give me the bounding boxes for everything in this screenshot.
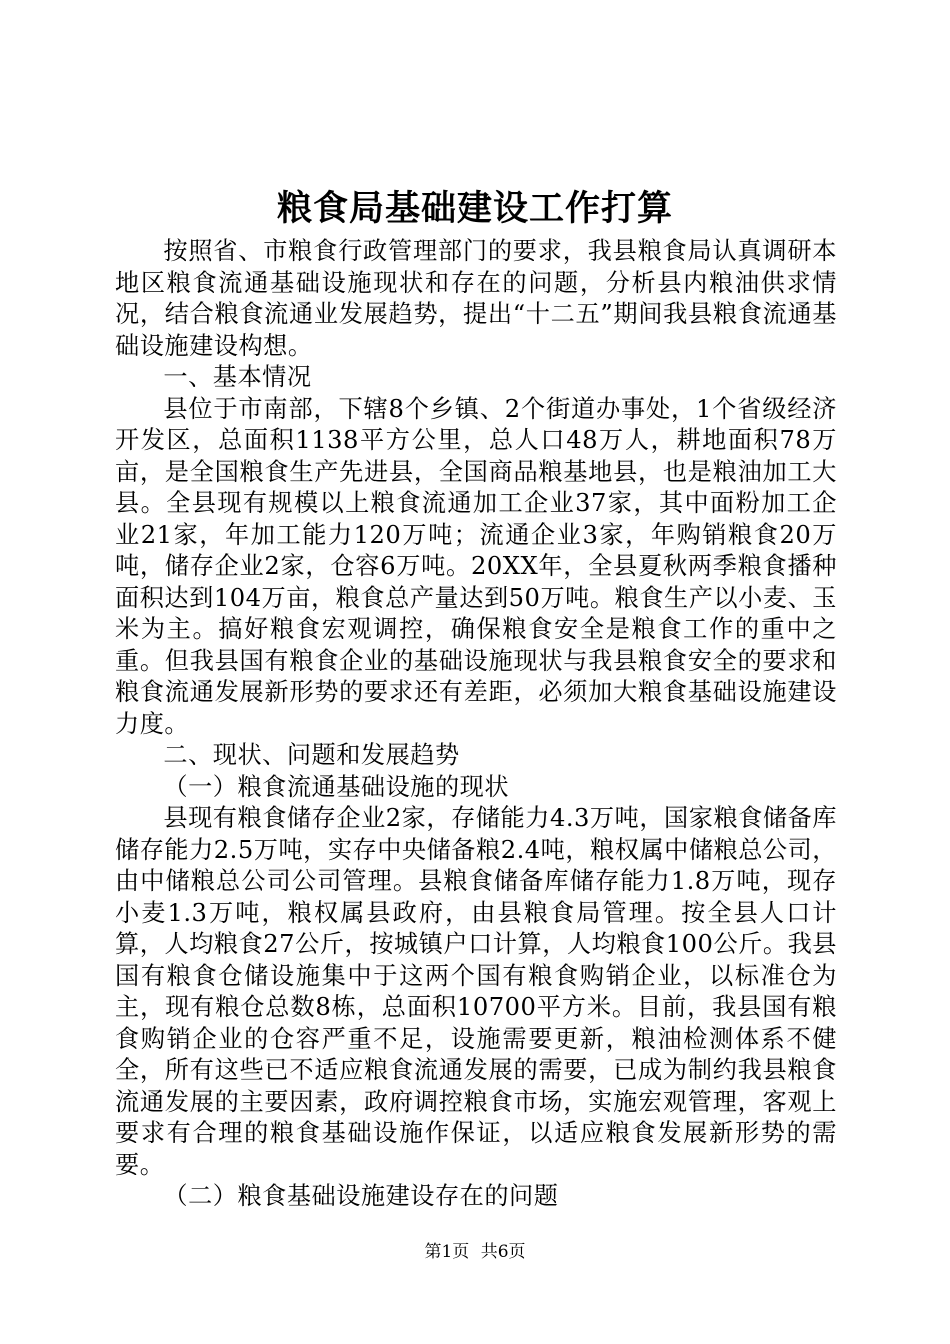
intro-paragraph: 按照省、市粮食行政管理部门的要求，我县粮食局认真调研本地区粮食流通基础设施现状和存在的问题，分析县内粮油供求情况，结合粮食流通业发展趋势，提出“十二五”期间我县粮食流通基础设施建设构想。	[115, 237, 837, 360]
section-heading-basic: 一、基本情况	[163, 363, 312, 391]
basic-situation-paragraph: 县位于市南部，下辖8个乡镇、2个街道办事处，1个省级经济开发区，总面积1138平方公里，总人口48万人，耕地面积78万亩，是全国粮食生产先进县，全国商品粮基地县，也是粮油加工大县。全县现有规模以上粮食流通加工企业37家，其中面粉加工企业21家，年加工能力120万吨；流通企业3家，年购销粮食20万吨，储存企业2家，仓容6万吨。20XX年，全县夏秋两季粮食播种面积达到104万亩，粮食总产量达到50万吨。粮食生产以小麦、玉米为主。搞好粮食宏观调控，确保粮食安全是粮食工作的重中之重。但我县国有粮食企业的基础设施现状与我县粮食安全的要求和粮食流通发展新形势的要求还有差距，必须加大粮食基础设施建设力度。	[115, 394, 837, 738]
page-footer	[0, 1240, 950, 1264]
section-heading-status: 二、现状、问题和发展趋势	[163, 741, 460, 769]
document-body	[115, 236, 837, 1213]
page-number: 第1页	[424, 1242, 470, 1262]
subsection-heading-current: （一）粮食流通基础设施的现状	[163, 772, 510, 801]
subsection-heading-problems: （二）粮食基础设施建设存在的问题	[163, 1182, 559, 1210]
current-status-paragraph: 县现有粮食储存企业2家，存储能力4.3万吨，国家粮食储备库储存能力2.5万吨，实存中央储备粮2.4吨，粮权属中储粮总公司，由中储粮总公司公司管理。县粮食储备库储存能力1.8万吨，现存小麦1.3万吨，粮权属县政府，由县粮食局管理。按全县人口计算，人均粮食27公斤，按城镇户口计算，人均粮食100公斤。我县国有粮食仓储设施集中于这两个国有粮食购销企业，以标准仓为主，现有粮仓总数8栋，总面积10700平方米。目前，我县国有粮食购销企业的仓容严重不足，设施需要更新，粮油检测体系不健全，所有这些已不适应粮食流通发展的需要，已成为制约我县粮食流通发展的主要因素，政府调控粮食市场，实施宏观管理，客观上要求有合理的粮食基础设施作保证，以适应粮食发展新形势的需要。	[115, 804, 837, 1179]
page-total: 共6页	[480, 1242, 526, 1262]
document-title: 粮食局基础建设工作打算	[276, 188, 673, 229]
